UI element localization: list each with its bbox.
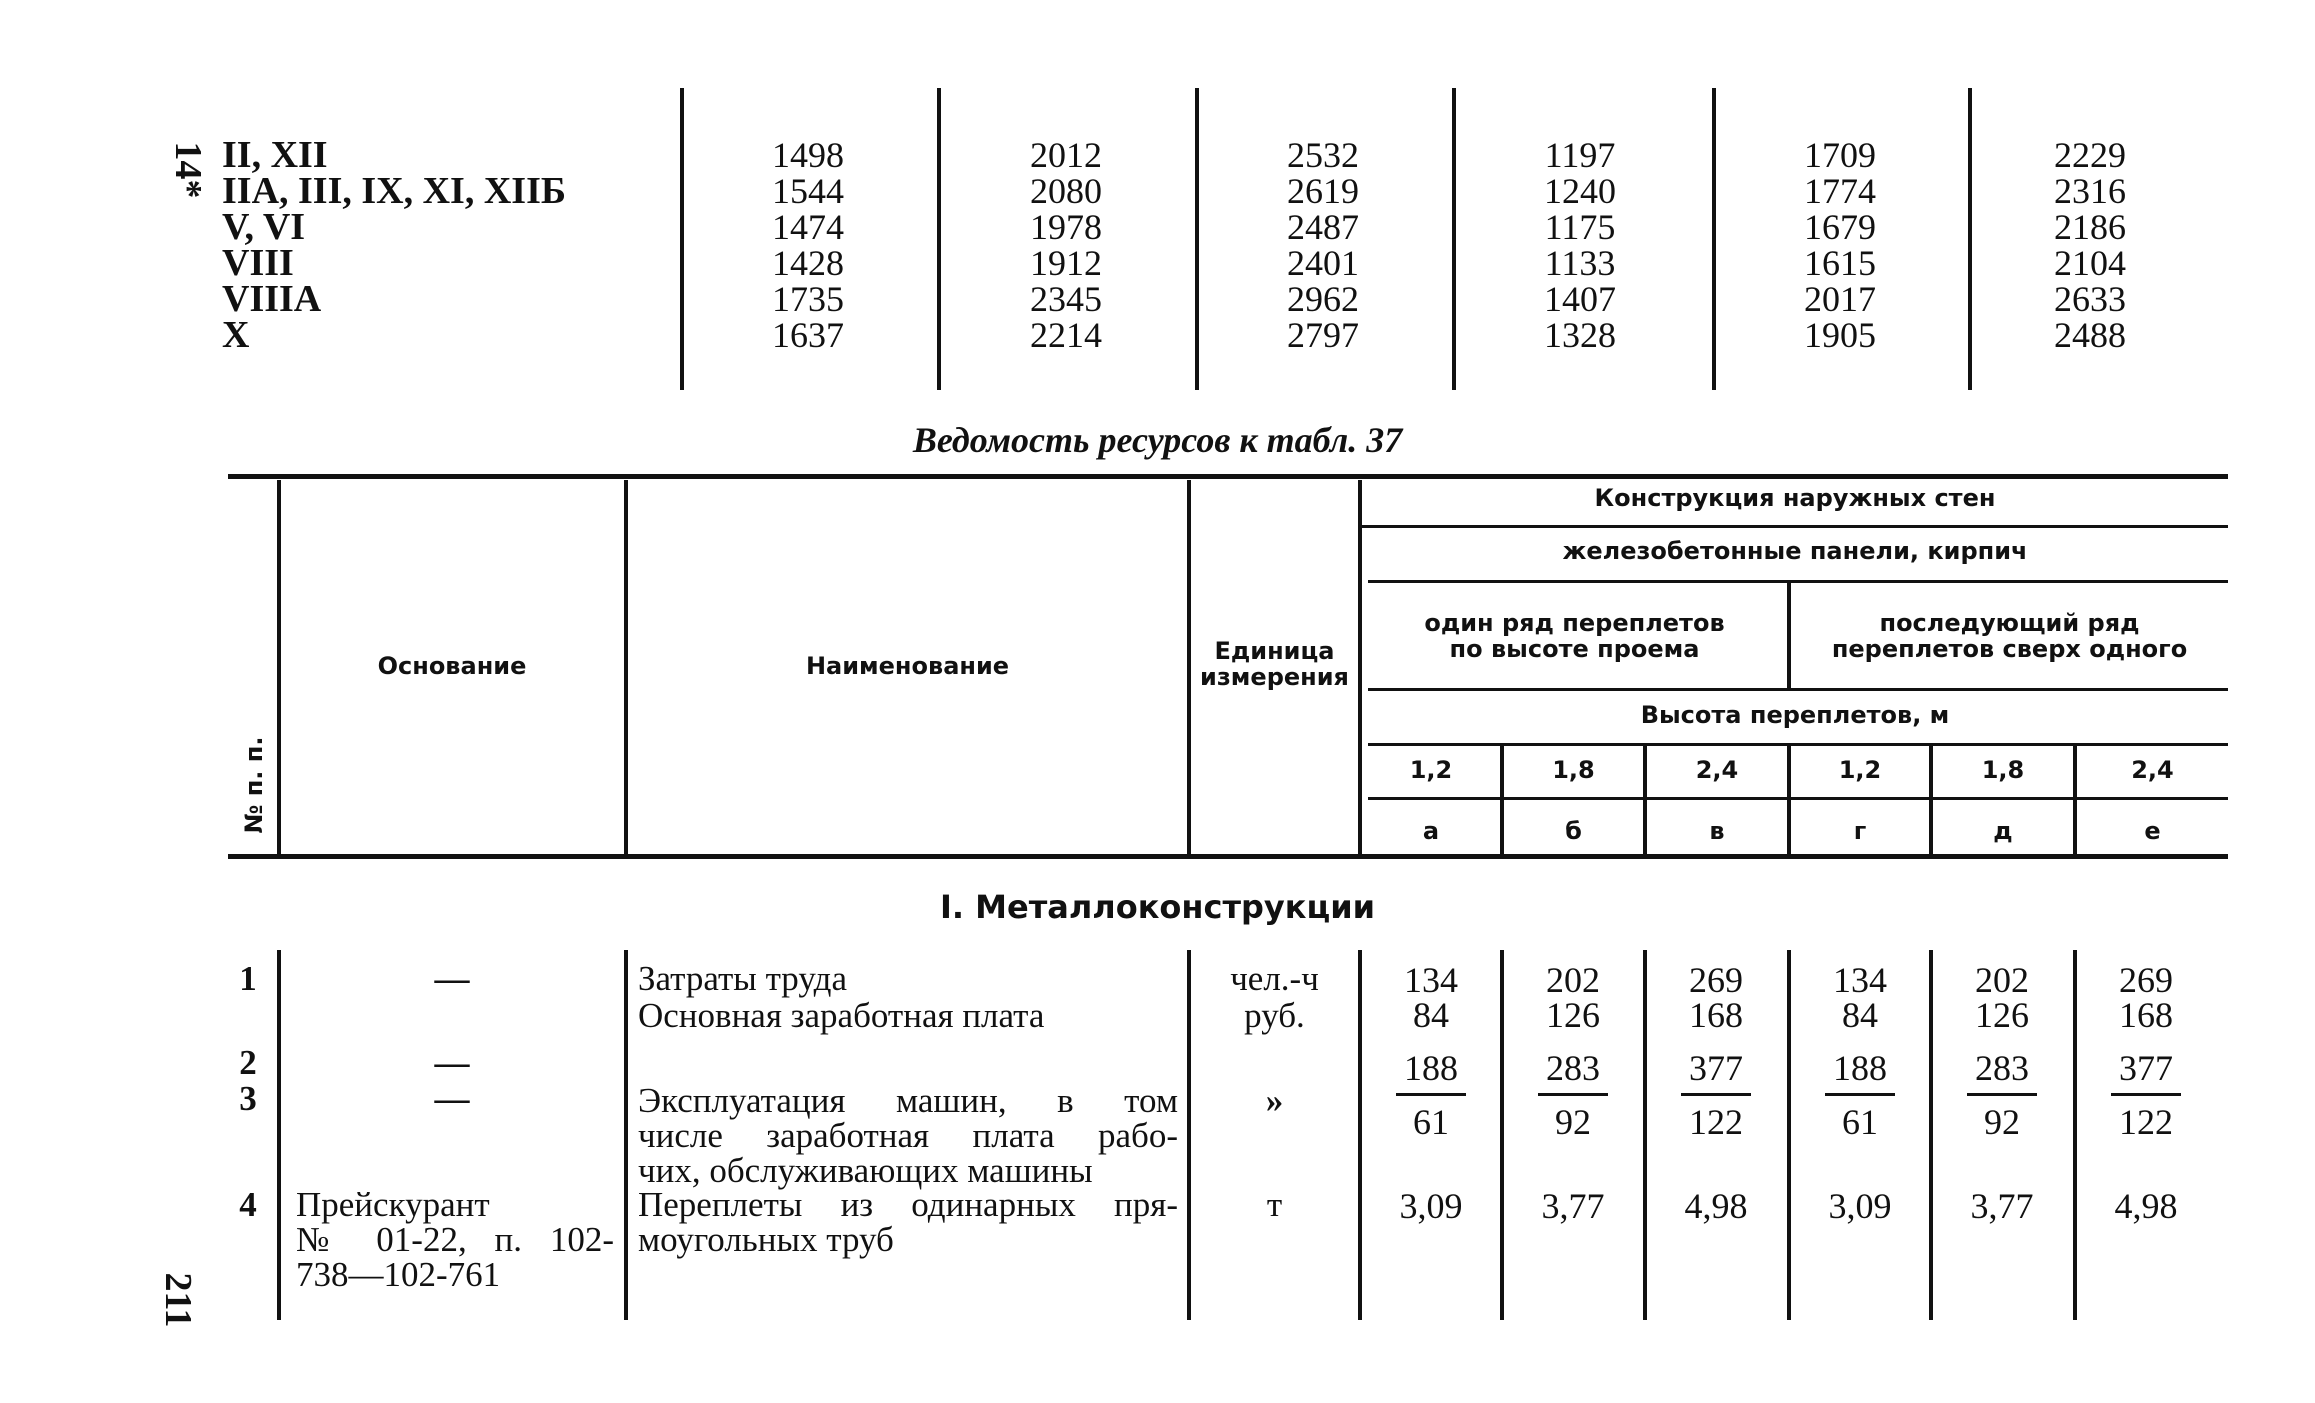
top-cell: 2532 [1287, 135, 1359, 175]
row-value: 84 [1842, 995, 1878, 1035]
top-cell: 2080 [1030, 171, 1102, 211]
row-value: 3,09 [1399, 1186, 1463, 1226]
top-cell: 2619 [1287, 171, 1359, 211]
top-cell: 1133 [1544, 243, 1616, 283]
fraction-denominator: 122 [1689, 1102, 1743, 1142]
top-cell: 2962 [1287, 279, 1359, 319]
row-basis: № 01-22, п. 102- [296, 1220, 614, 1259]
header-name: Наименование [805, 652, 1010, 680]
header-height: Высота переплетов, м [1640, 701, 1950, 729]
row-name: чих, обслуживающих машины [638, 1151, 1093, 1190]
header-letter: г [1853, 817, 1867, 845]
top-cell: 1905 [1804, 315, 1876, 355]
header-basis: Основание [377, 652, 527, 680]
row-unit: т [1266, 1185, 1283, 1224]
page-marker-top: 14* [167, 141, 209, 199]
header-subgroup: железобетонные панели, кирпич [1562, 537, 2028, 565]
top-cell: 1498 [772, 135, 844, 175]
header-height-value: 1,8 [1552, 756, 1595, 784]
header-unit-line2: измерения [1200, 663, 1349, 691]
row-value: 126 [1975, 995, 2029, 1035]
header-height-value: 1,8 [1981, 756, 2025, 784]
row-name: Переплеты из одинарных пря- [638, 1185, 1178, 1224]
row-value: 3,77 [1541, 1186, 1605, 1226]
top-cell: 1679 [1804, 207, 1876, 247]
row-value: 269 [2119, 960, 2173, 1000]
top-cell: 2214 [1030, 315, 1102, 355]
header-height-value: 2,4 [1695, 756, 1739, 784]
row-basis: 738—102-761 [296, 1255, 501, 1294]
top-cell: 2012 [1030, 135, 1102, 175]
section-title: I. Металлоконструкции [939, 888, 1376, 926]
header-group: Конструкция наружных стен [1594, 484, 1996, 512]
row-number: 3 [239, 1079, 257, 1118]
row-basis: — [434, 1079, 470, 1118]
top-row-label: VIIIA [222, 278, 322, 320]
top-cell: 2401 [1287, 243, 1359, 283]
header-first-row-line1: один ряд переплетов [1424, 609, 1725, 637]
table-caption: Ведомость ресурсов к табл. 37 [912, 420, 1403, 460]
header-letter: д [1993, 817, 2013, 845]
header-letter: а [1422, 817, 1440, 845]
top-cell: 2316 [2054, 171, 2126, 211]
top-cell: 1428 [772, 243, 844, 283]
row-name: числе заработная плата рабо- [638, 1116, 1178, 1155]
top-row-label: VIII [222, 242, 294, 284]
top-cell: 1407 [1544, 279, 1616, 319]
top-cell: 2633 [2054, 279, 2126, 319]
row-basis: Прейскурант [296, 1185, 490, 1224]
row-name: моугольных труб [638, 1220, 894, 1259]
row-value: 4,98 [1684, 1186, 1748, 1226]
row-value: 202 [1546, 960, 1600, 1000]
header-first-row-line2: по высоте проема [1449, 635, 1700, 663]
row-value: 202 [1975, 960, 2029, 1000]
top-row-label: V, VI [222, 206, 306, 248]
fraction-denominator: 92 [1984, 1102, 2020, 1142]
row-value: 84 [1413, 995, 1449, 1035]
top-cell: 2229 [2054, 135, 2126, 175]
row-basis: — [434, 1043, 470, 1082]
row-name: Эксплуатация машин, в том [638, 1081, 1178, 1120]
row-number: 1 [239, 959, 257, 998]
row-number: 2 [239, 1043, 257, 1082]
header-letter: в [1709, 817, 1725, 845]
fraction-numerator: 377 [1689, 1048, 1743, 1088]
fraction-numerator: 188 [1404, 1048, 1458, 1088]
top-cell: 1544 [772, 171, 844, 211]
top-cell: 1197 [1544, 135, 1616, 175]
top-cell: 2104 [2054, 243, 2126, 283]
header-letter: б [1565, 817, 1582, 845]
row-value: 3,09 [1828, 1186, 1892, 1226]
row-value: 134 [1833, 960, 1887, 1000]
header-height-value: 1,2 [1409, 756, 1453, 784]
fraction-denominator: 92 [1555, 1102, 1591, 1142]
row-number: 4 [239, 1185, 257, 1224]
row-value: 126 [1546, 995, 1600, 1035]
header-height-value: 1,2 [1838, 756, 1882, 784]
top-cell: 1735 [772, 279, 844, 319]
top-cell: 1474 [772, 207, 844, 247]
row-unit: руб. [1244, 996, 1305, 1035]
row-name: Затраты труда [638, 959, 847, 998]
header-next-row-line1: последующий ряд [1879, 609, 2140, 637]
header-height-value: 2,4 [2131, 756, 2174, 784]
top-cell: 1240 [1544, 171, 1616, 211]
top-cell: 1709 [1804, 135, 1876, 175]
fraction-denominator: 122 [2119, 1102, 2173, 1142]
top-cell: 2488 [2054, 315, 2126, 355]
top-cell: 1978 [1030, 207, 1102, 247]
top-cell: 2487 [1287, 207, 1359, 247]
row-unit: чел.-ч [1230, 959, 1319, 998]
top-row-label: IIA, III, IX, XI, XIIБ [222, 170, 566, 212]
page-number: 211 [157, 1272, 199, 1328]
top-cell: 1912 [1030, 243, 1102, 283]
top-cell: 1328 [1544, 315, 1616, 355]
header-next-row-line2: переплетов сверх одного [1831, 635, 2188, 663]
fraction-denominator: 61 [1842, 1102, 1878, 1142]
top-cell: 1637 [772, 315, 844, 355]
top-cell: 2186 [2054, 207, 2126, 247]
top-cell: 1615 [1804, 243, 1876, 283]
row-value: 134 [1404, 960, 1458, 1000]
top-cell: 2345 [1030, 279, 1102, 319]
row-name: Основная заработная плата [638, 996, 1045, 1035]
row-value: 3,77 [1970, 1186, 2034, 1226]
fraction-denominator: 61 [1413, 1102, 1449, 1142]
row-unit: » [1265, 1081, 1284, 1120]
row-value: 4,98 [2114, 1186, 2178, 1226]
row-value: 269 [1689, 960, 1743, 1000]
row-basis: — [434, 959, 470, 998]
top-cell: 1774 [1804, 171, 1876, 211]
fraction-numerator: 283 [1546, 1048, 1600, 1088]
header-letter: е [2144, 817, 2161, 845]
header-number: № п. п. [240, 736, 268, 834]
top-row-label: X [222, 314, 250, 356]
fraction-numerator: 377 [2119, 1048, 2173, 1088]
row-value: 168 [1689, 995, 1743, 1035]
header-unit-line1: Единица [1214, 637, 1335, 665]
fraction-numerator: 188 [1833, 1048, 1887, 1088]
fraction-numerator: 283 [1975, 1048, 2029, 1088]
top-cell: 1175 [1544, 207, 1616, 247]
top-cell: 2797 [1287, 315, 1359, 355]
top-cell: 2017 [1804, 279, 1876, 319]
top-row-label: II, XII [222, 134, 328, 176]
row-value: 168 [2119, 995, 2173, 1035]
